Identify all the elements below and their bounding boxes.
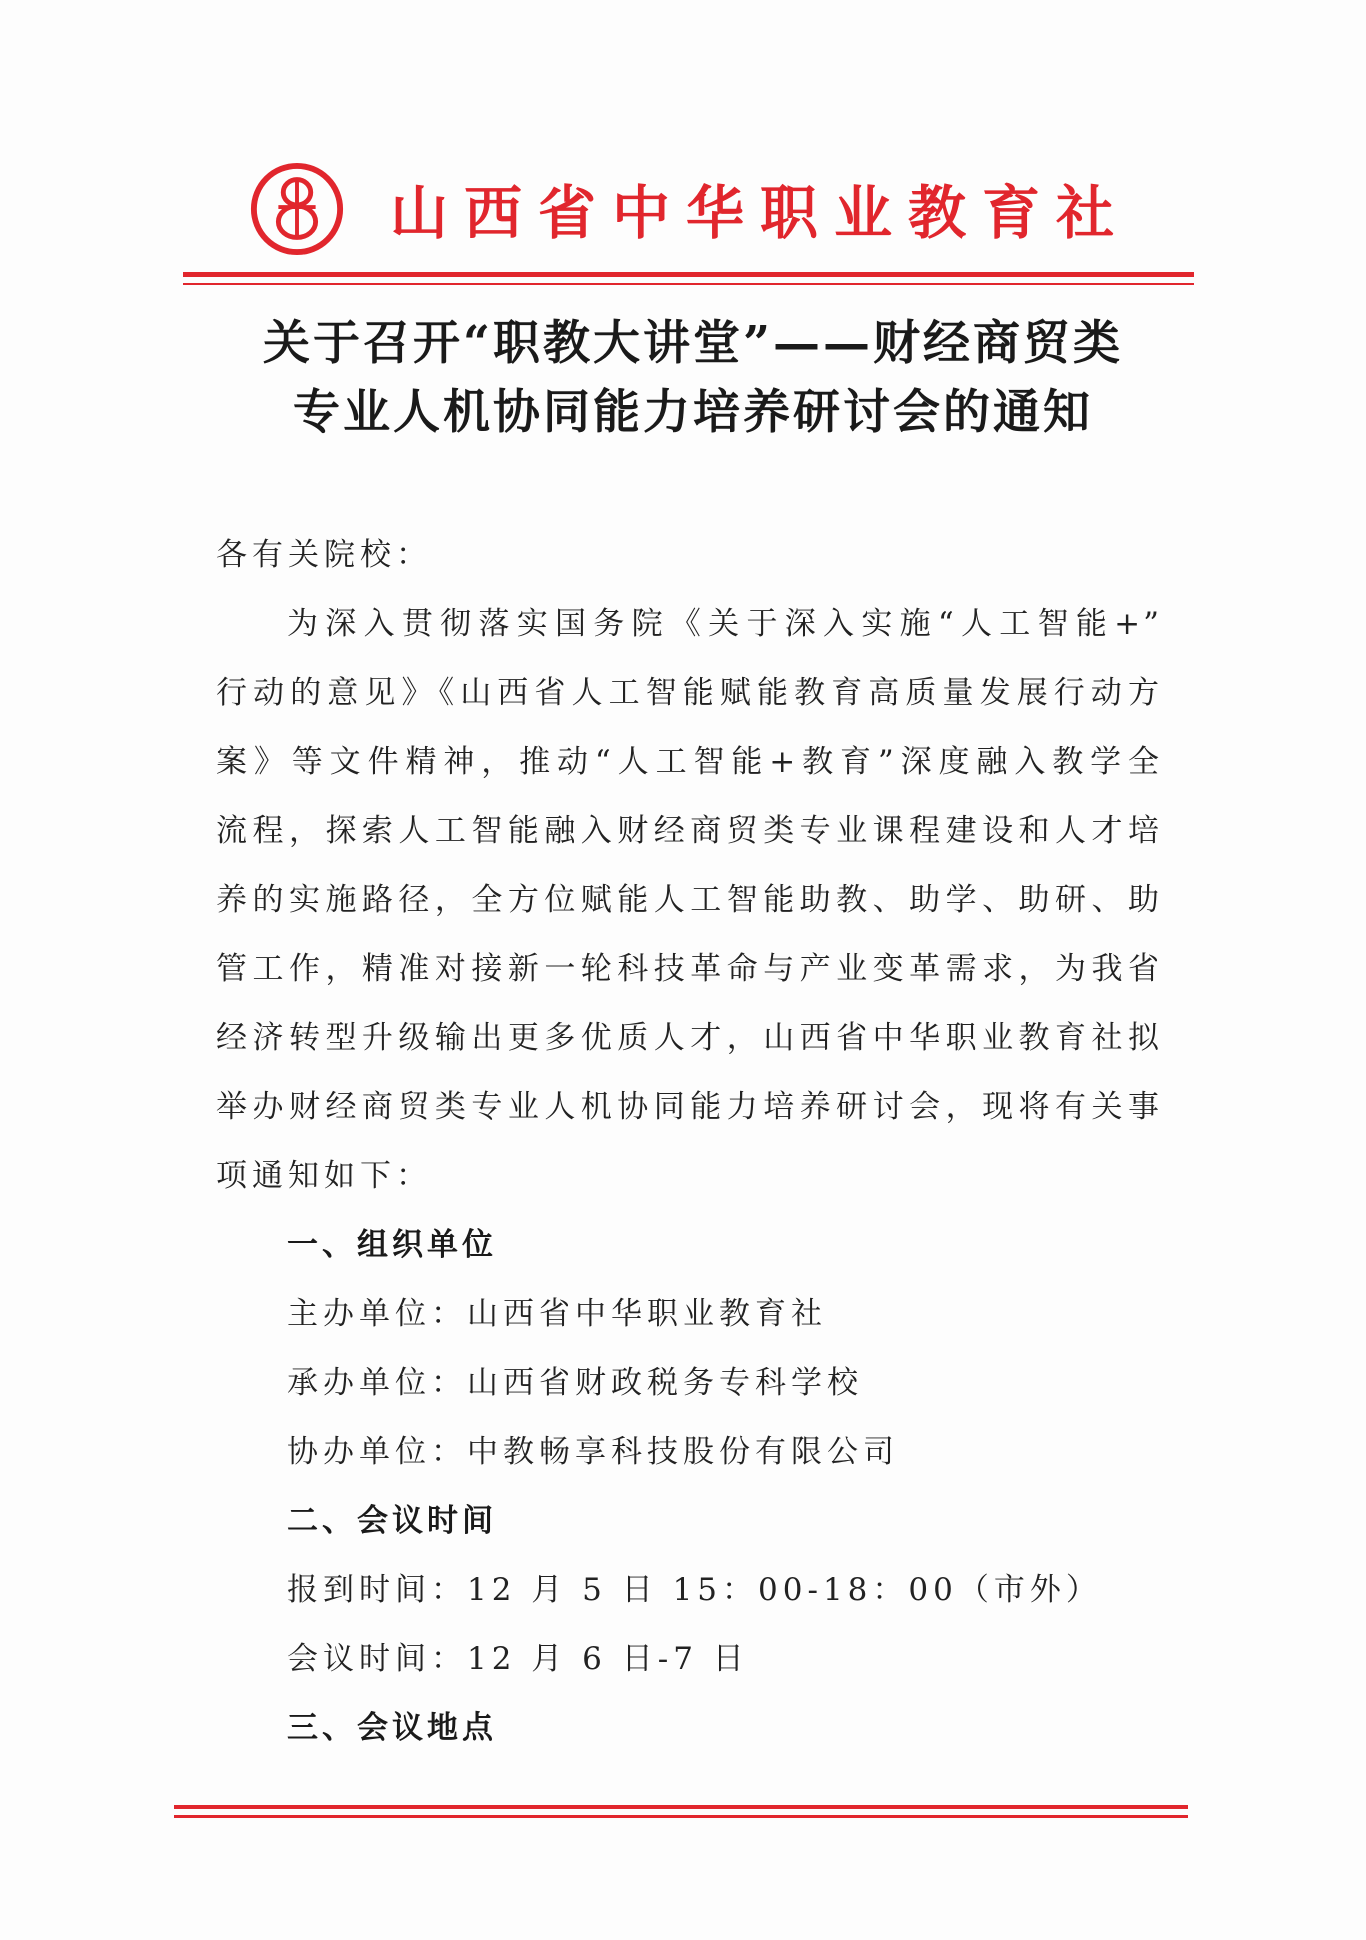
- title-line-2: 专业人机协同能力培养研讨会的通知: [293, 385, 1093, 440]
- section-item-check-in-time: 报到时间：12 月 5 日 15：00-18：00（市外）: [287, 1572, 1102, 1608]
- section-heading-meeting-time: 二、会议时间: [287, 1503, 497, 1539]
- title-line-1: 关于召开“职教大讲堂”——财经商贸类: [262, 316, 1124, 371]
- document-title: [200, 309, 1186, 447]
- paragraph-line: 管工作，精准对接新一轮科技革命与产业变革需求，为我省: [216, 951, 1162, 987]
- paragraph-line: 经济转型升级输出更多优质人才，山西省中华职业教育社拟: [216, 1020, 1162, 1056]
- paragraph-line: 流程，探索人工智能融入财经商贸类专业课程建设和人才培: [216, 813, 1162, 849]
- section-item-co-organizer: 协办单位：中教畅享科技股份有限公司: [287, 1434, 899, 1470]
- header-rule-thick: [183, 272, 1194, 277]
- paragraph-line: 行动的意见》《山西省人工智能赋能教育高质量发展行动方: [216, 675, 1162, 711]
- salutation: 各有关院校：: [216, 537, 432, 573]
- document-body: [216, 521, 1162, 1763]
- section-heading-organizers: 一、组织单位: [287, 1227, 497, 1263]
- header-rule-thin: [183, 283, 1194, 285]
- section-item-organizer: 承办单位：山西省财政税务专科学校: [287, 1365, 863, 1401]
- paragraph-line: 举办财经商贸类专业人机协同能力培养研讨会，现将有关事: [216, 1089, 1162, 1125]
- section-heading-meeting-venue: 三、会议地点: [287, 1710, 497, 1746]
- section-item-meeting-dates: 会议时间：12 月 6 日-7 日: [287, 1641, 749, 1677]
- paragraph-line: 为深入贯彻落实国务院《关于深入实施“人工智能+”: [287, 606, 1162, 642]
- org-name: 山西省中华职业教育社: [390, 179, 1131, 247]
- footer-rule-upper: [174, 1805, 1188, 1809]
- footer-rule-lower: [174, 1815, 1188, 1818]
- paragraph-line: 案》等文件精神，推动“人工智能+教育”深度融入教学全: [216, 744, 1162, 780]
- paragraph-line: 养的实施路径，全方位赋能人工智能助教、助学、助研、助: [216, 882, 1162, 918]
- paragraph-line: 项通知如下：: [216, 1158, 432, 1194]
- org-emblem-icon: [248, 160, 346, 258]
- section-item-host: 主办单位：山西省中华职业教育社: [287, 1296, 827, 1332]
